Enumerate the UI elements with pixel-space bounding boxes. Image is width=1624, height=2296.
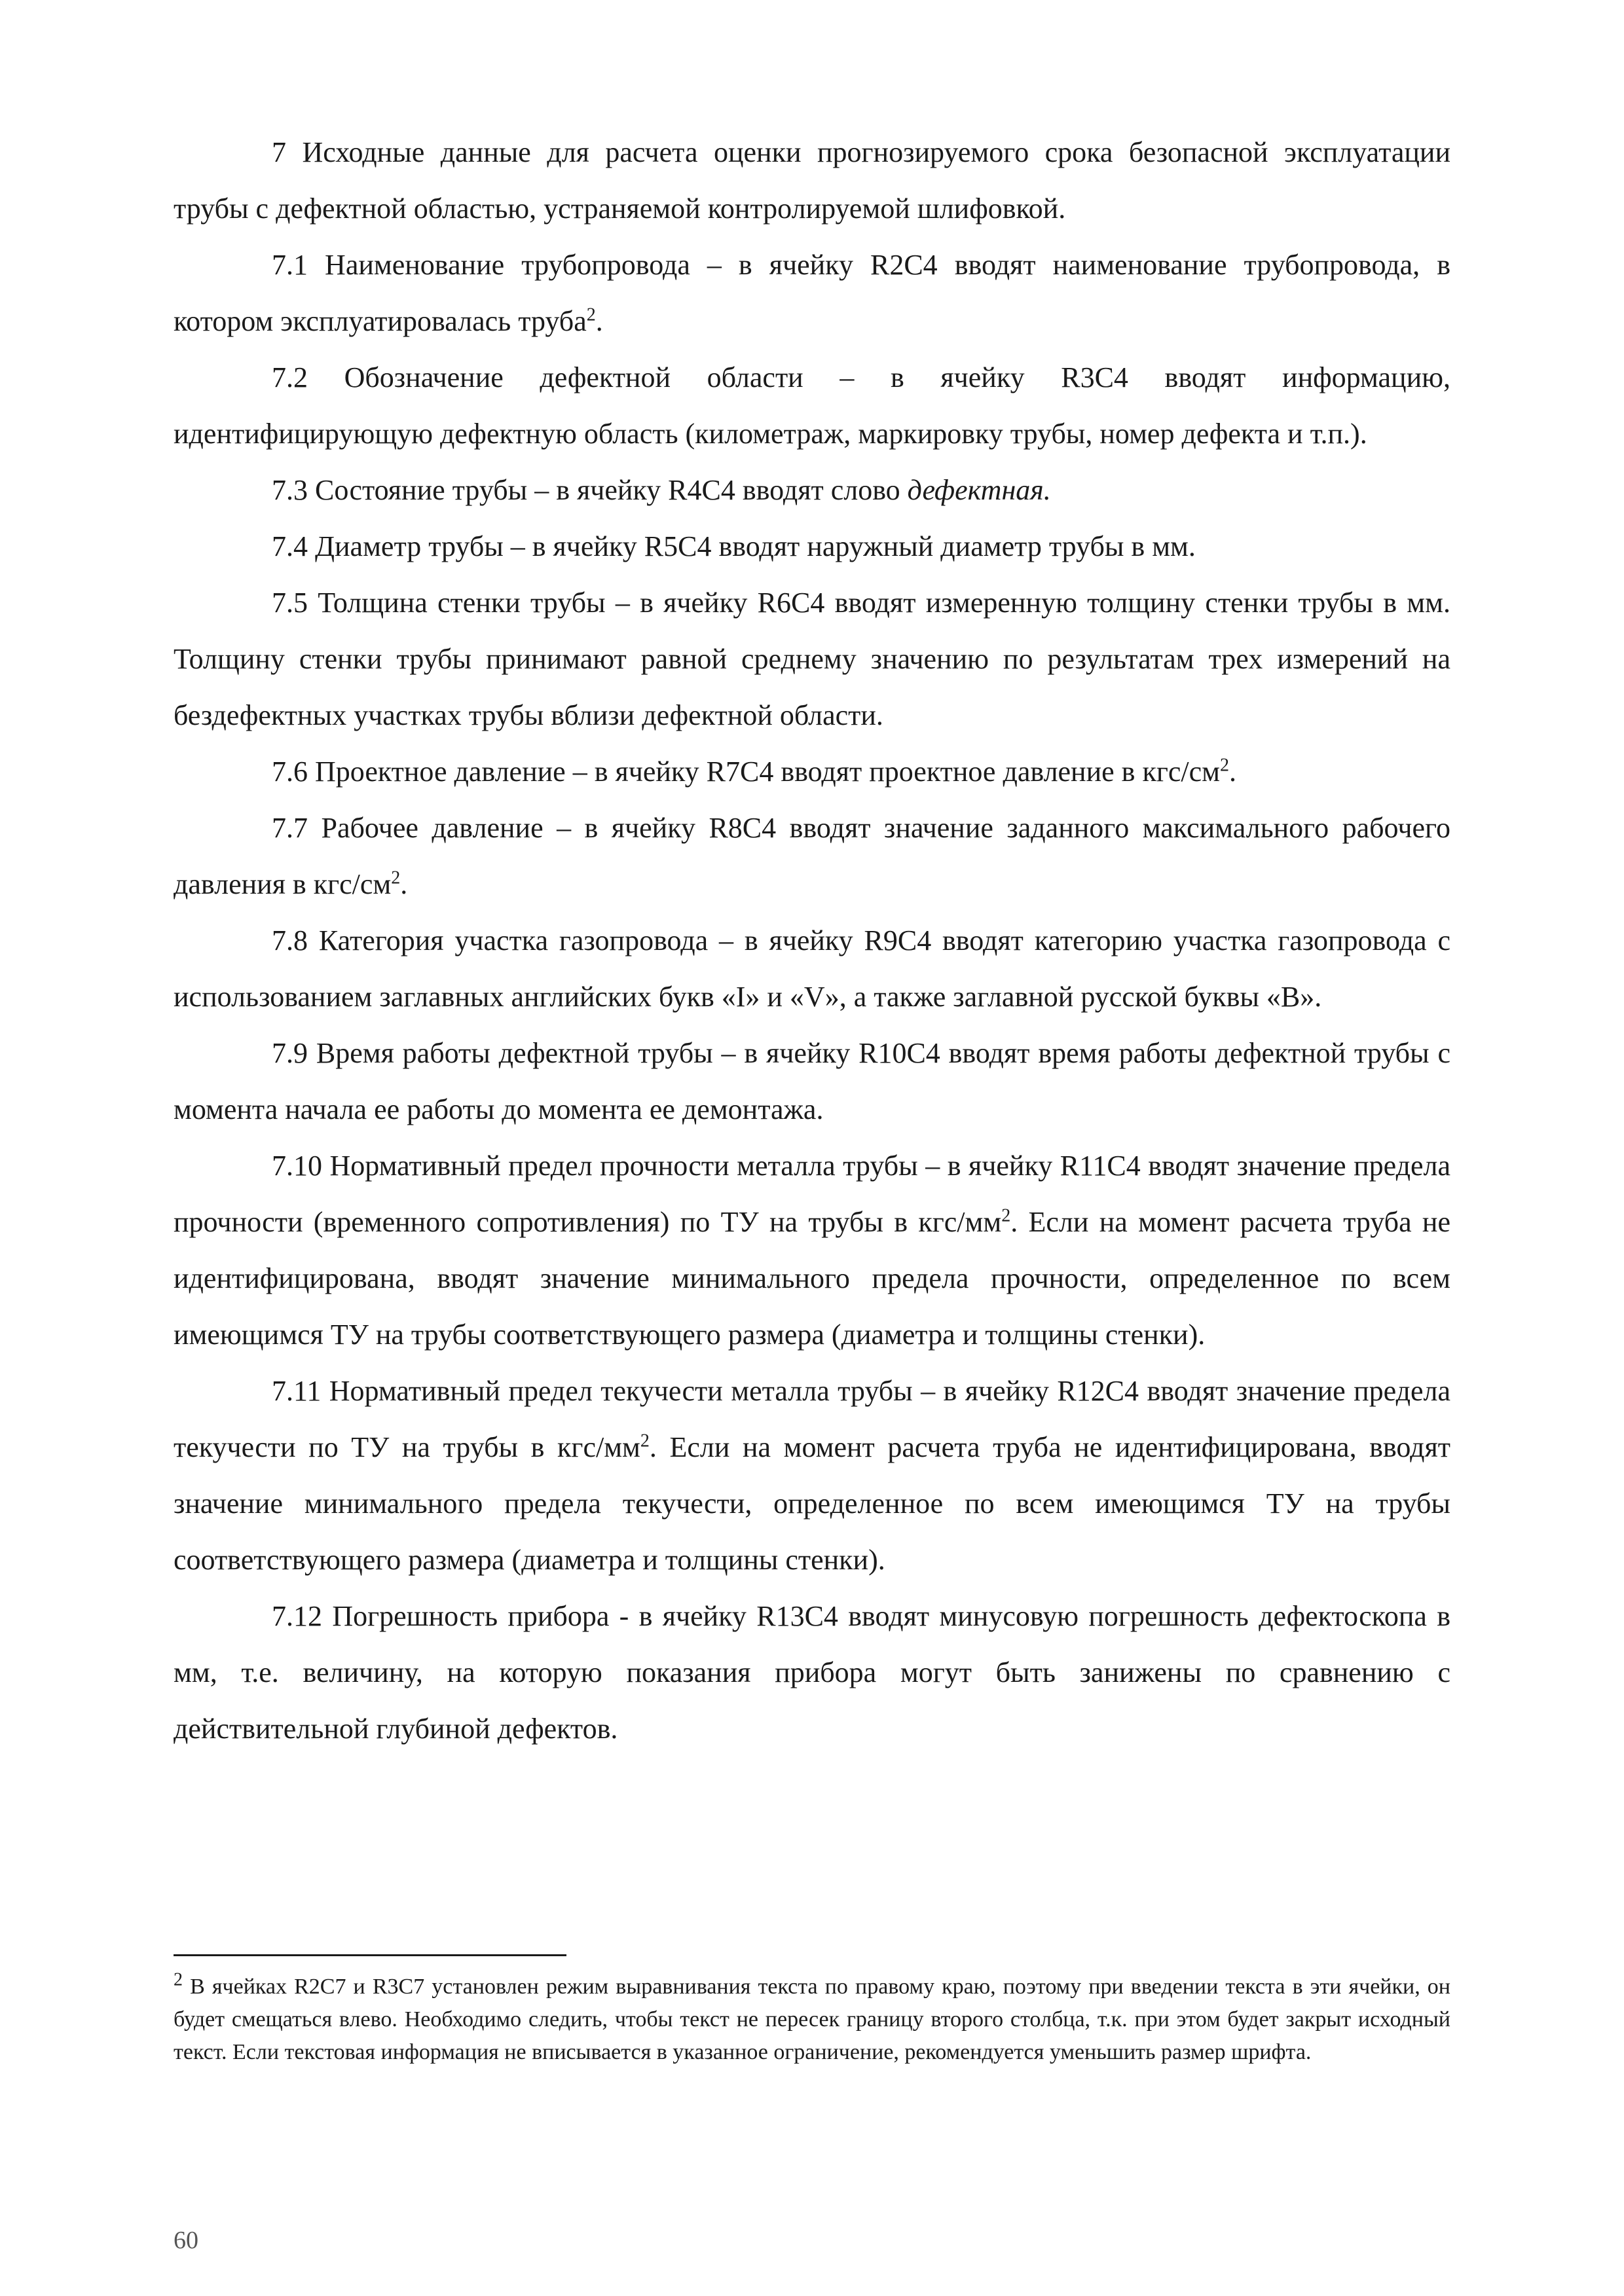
footnote-marker: 2 — [174, 1969, 183, 1990]
paragraph-text: 7.1 Наименование трубопровода – в ячейку R2C4 вводят наименование трубопровода, в котором эксплуатировалась труба — [174, 249, 1450, 337]
page-number: 60 — [174, 2227, 198, 2254]
paragraph-7-11 — [174, 1363, 1450, 1588]
paragraph-7-7 — [174, 800, 1450, 913]
footnote-text: В ячейках R2C7 и R3C7 установлен режим выравнивания текста по правому краю, поэтому при введении текста в эти ячейки, он будет смещаться влево. Необходимо следить, чтобы текст не пересек границу второго столбца, т.к. при этом будет закрыт исходный текст. Если текстовая информация не вписывается в указанное ограничение, рекомендуется уменьшить размер шрифта. — [174, 1975, 1450, 2064]
paragraph-text: 7.9 Время работы дефектной трубы – в ячейку R10C4 вводят время работы дефектной трубы с момента начала ее работы до момента ее демонтажа. — [174, 1037, 1450, 1125]
paragraph-7-4 — [174, 519, 1450, 575]
paragraph-text: 7.2 Обозначение дефектной области – в ячейку R3C4 вводят информацию, идентифицирующую дефектную область (километраж, маркировку трубы, номер дефекта и т.п.). — [174, 361, 1450, 450]
paragraph-tail: . — [595, 305, 603, 337]
emphasis-word: дефектная. — [907, 474, 1051, 506]
paragraph-text: 7.3 Состояние трубы – в ячейку R4C4 вводят слово — [272, 474, 908, 506]
superscript: 2 — [1001, 1205, 1011, 1226]
paragraph-text: 7.4 Диаметр трубы – в ячейку R5C4 вводят наружный диаметр трубы в мм. — [272, 530, 1196, 562]
paragraph-7-9 — [174, 1025, 1450, 1138]
paragraph-7-8 — [174, 913, 1450, 1025]
footnote-separator — [174, 1954, 566, 1956]
paragraph-text: 7.5 Толщина стенки трубы – в ячейку R6C4 вводят измеренную толщину стенки трубы в мм. Толщину стенки трубы принимают равной среднему значению по результатам трех измерений на бездефектных участках трубы вблизи дефектной области. — [174, 587, 1450, 731]
superscript: 2 — [391, 867, 401, 888]
paragraph-tail: . — [1229, 756, 1237, 788]
paragraph-7-2 — [174, 350, 1450, 462]
paragraph-7-5 — [174, 575, 1450, 744]
footnote — [174, 1971, 1450, 2069]
paragraph-7 — [174, 124, 1450, 237]
paragraph-7-6 — [174, 744, 1450, 800]
paragraph-7-12 — [174, 1588, 1450, 1757]
paragraph-tail: . Если на момент расчета труба не идентифицирована, вводят значение минимального предела текучести, определенное по всем имеющимся ТУ на трубы соответствующего размера (диаметра и толщины стенки). — [174, 1431, 1450, 1576]
paragraph-text: 7.8 Категория участка газопровода – в ячейку R9C4 вводят категорию участка газопровода с использованием заглавных английских букв «I» и «V», а также заглавной русской буквы «В». — [174, 924, 1450, 1013]
paragraph-tail: . — [400, 868, 408, 900]
paragraph-7-10 — [174, 1138, 1450, 1363]
footnote-ref: 2 — [586, 304, 596, 325]
superscript: 2 — [640, 1430, 650, 1451]
paragraph-text: 7 Исходные данные для расчета оценки прогнозируемого срока безопасной эксплуатации трубы с дефектной областью, устраняемой контролируемой шлифовкой. — [174, 136, 1450, 225]
paragraph-tail: . Если на момент расчета труба не идентифицирована, вводят значение минимального предела прочности, определенное по всем имеющимся ТУ на трубы соответствующего размера (диаметра и толщины стенки). — [174, 1206, 1450, 1351]
paragraph-text: 7.11 Нормативный предел текучести металла трубы – в ячейку R12C4 вводят значение предела текучести по ТУ на трубы в кгс/мм — [174, 1375, 1450, 1463]
paragraph-text: 7.6 Проектное давление – в ячейку R7C4 вводят проектное давление в кгс/см — [272, 756, 1221, 788]
document-body — [174, 124, 1450, 1757]
paragraph-text: 7.7 Рабочее давление – в ячейку R8C4 вводят значение заданного максимального рабочего давления в кгс/см — [174, 812, 1450, 900]
superscript: 2 — [1220, 755, 1230, 776]
paragraph-7-1 — [174, 237, 1450, 350]
paragraph-text: 7.12 Погрешность прибора - в ячейку R13C4 вводят минусовую погрешность дефектоскопа в мм, т.е. величину, на которую показания прибора могут быть занижены по сравнению с действительной глубиной дефектов. — [174, 1600, 1450, 1745]
paragraph-text: 7.10 Нормативный предел прочности металла трубы – в ячейку R11C4 вводят значение предела прочности (временного сопротивления) по ТУ на трубы в кгс/мм — [174, 1150, 1450, 1238]
paragraph-7-3 — [174, 462, 1450, 519]
